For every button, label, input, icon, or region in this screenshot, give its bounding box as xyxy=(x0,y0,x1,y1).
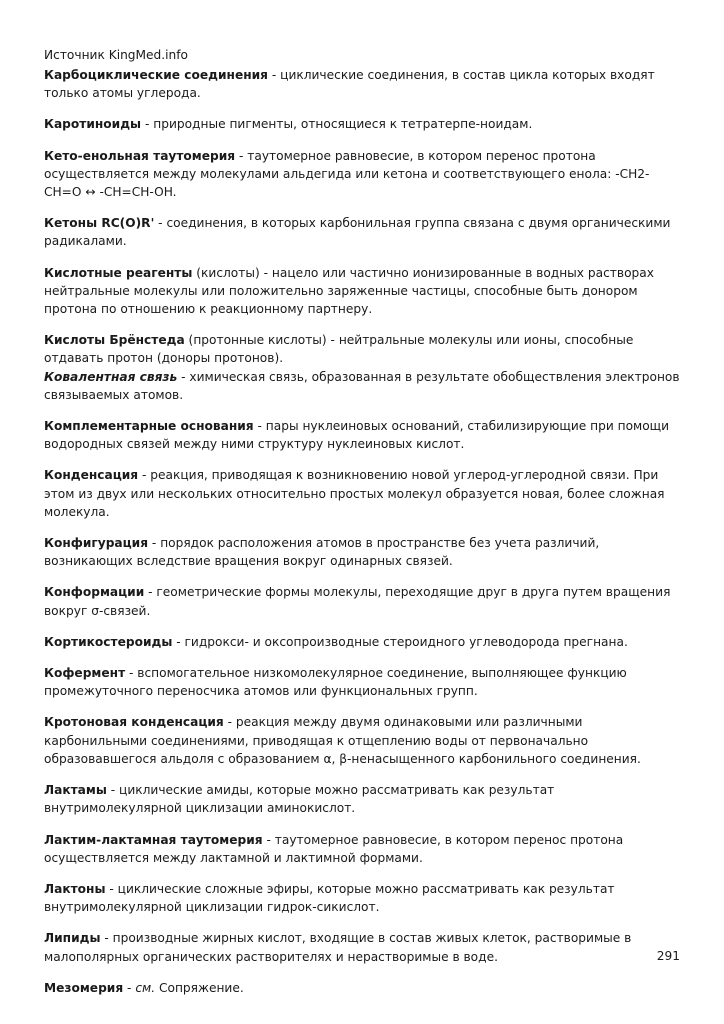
glossary-entry xyxy=(44,368,684,404)
glossary-entry xyxy=(44,633,684,651)
entry-term: Кислоты Брёнстеда xyxy=(44,333,185,348)
entry-definition: - химическая связь, образованная в результате обобществления электронов связываемых атомов. xyxy=(44,369,680,402)
glossary-entry xyxy=(44,115,684,133)
entry-term: Мезомерия xyxy=(44,980,124,995)
entry-definition-see: см. xyxy=(135,980,156,995)
entry-definition: - таутомерное равновесие, в котором перенос протона осуществляется между лактамной и лактимной формами. xyxy=(44,832,624,865)
entry-term: Лактамы xyxy=(44,783,107,798)
glossary-entry xyxy=(44,664,684,700)
entry-definition: - производные жирных кислот, входящие в состав живых клеток, растворимые в малополярных органических растворителях и нерастворимые в воде. xyxy=(44,931,632,964)
glossary-entry xyxy=(44,66,684,102)
glossary-entry xyxy=(44,979,684,997)
entry-definition: - циклические амиды, которые можно рассматривать как результат внутримолекулярной циклизации аминокислот. xyxy=(44,783,555,816)
glossary-entry xyxy=(44,417,684,453)
entry-definition: (кислоты) - нацело или частично ионизированные в водных растворах нейтральные молекулы или положительно заряженные частицы, способные быть донором протона по отношению к реакционному партнеру. xyxy=(44,265,654,317)
entry-definition: - циклические соединения, в состав цикла которых входят только атомы углерода. xyxy=(44,68,655,101)
entry-term: Кротоновая конденсация xyxy=(44,715,224,730)
glossary-entry xyxy=(44,147,684,202)
entry-term: Липиды xyxy=(44,931,101,946)
entry-term: Каротиноиды xyxy=(44,117,142,132)
entry-definition: - соединения, в которых карбонильная группа связана с двумя органическими радикалами. xyxy=(44,216,671,249)
glossary-entry xyxy=(44,831,684,867)
entry-definition: - таутомерное равновесие, в котором перенос протона осуществляется между молекулами альдегида или кетона и соответствующего енола: -CH2-CH=O ↔ -CH=CH-OH. xyxy=(44,148,650,200)
entry-term: Ковалентная связь xyxy=(44,369,178,384)
glossary-entry xyxy=(44,466,684,521)
entry-definition: - природные пигменты, относящиеся к тетратерпе-ноидам. xyxy=(141,117,533,132)
entry-definition: - гидрокси- и оксопроизводные стероидного углеводорода прегнана. xyxy=(172,634,628,649)
glossary-entry xyxy=(44,534,684,570)
entry-term: Кето-енольная таутомерия xyxy=(44,148,236,163)
document-page xyxy=(44,46,684,997)
entry-term: Кислотные реагенты xyxy=(44,265,193,280)
glossary-entry xyxy=(44,264,684,319)
glossary-entry xyxy=(44,713,684,768)
glossary-list xyxy=(44,66,684,997)
entry-term: Конфигурация xyxy=(44,536,149,551)
glossary-entry xyxy=(44,214,684,250)
entry-term: Конденсация xyxy=(44,468,139,483)
glossary-entry xyxy=(44,583,684,619)
entry-definition: - вспомогательное низкомолекулярное соединение, выполняющее функцию промежуточного переносчика атомов или функциональных групп. xyxy=(44,666,627,699)
entry-term: Карбоциклические соединения xyxy=(44,68,268,82)
entry-definition: - реакция, приводящая к возникновению новой углерод-углеродной связи. При этом из двух или нескольких относительно простых молекул образуется новая, более сложная молекула. xyxy=(44,468,665,519)
glossary-entry xyxy=(44,880,684,916)
glossary-entry xyxy=(44,331,684,367)
entry-term: Конформации xyxy=(44,585,145,600)
glossary-entry xyxy=(44,781,684,817)
glossary-entry xyxy=(44,929,684,965)
entry-definition-dash: - xyxy=(123,980,136,995)
entry-definition: - реакция между двумя одинаковыми или различными карбонильными соединениями, приводящая к отщеплению воды от первоначально образовавшегося альдоля с образованием α, β-ненасыщенного карбонильного соединения. xyxy=(44,715,641,766)
source-line: Источник KingMed.info xyxy=(44,48,189,62)
entry-definition: - пары нуклеиновых оснований, стабилизирующие при помощи водородных связей между ними структуру нуклеиновых кислот. xyxy=(44,419,670,452)
entry-term: Кетоны RC(O)R' xyxy=(44,216,155,231)
entry-definition: (протонные кислоты) - нейтральные молекулы или ионы, способные отдавать протон (доноры протонов). xyxy=(44,333,634,366)
entry-term: Кофермент xyxy=(44,666,126,681)
entry-definition: - циклические сложные эфиры, которые можно рассматривать как результат внутримолекулярной циклизации гидрок-сикислот. xyxy=(44,881,615,915)
entry-definition-target: Сопряжение. xyxy=(155,980,244,995)
entry-term: Лактоны xyxy=(44,881,106,896)
entry-term: Комплементарные основания xyxy=(44,419,254,434)
entry-definition: - геометрические формы молекулы, переходящие друг в друга путем вращения вокруг σ-связей. xyxy=(44,585,671,618)
entry-definition: - порядок расположения атомов в пространстве без учета различий, возникающих вследствие вращения вокруг одинарных связей. xyxy=(44,536,600,569)
entry-term: Лактим-лактамная таутомерия xyxy=(44,832,263,847)
page-number: 291 xyxy=(656,949,680,963)
entry-term: Кортикостероиды xyxy=(44,634,173,649)
